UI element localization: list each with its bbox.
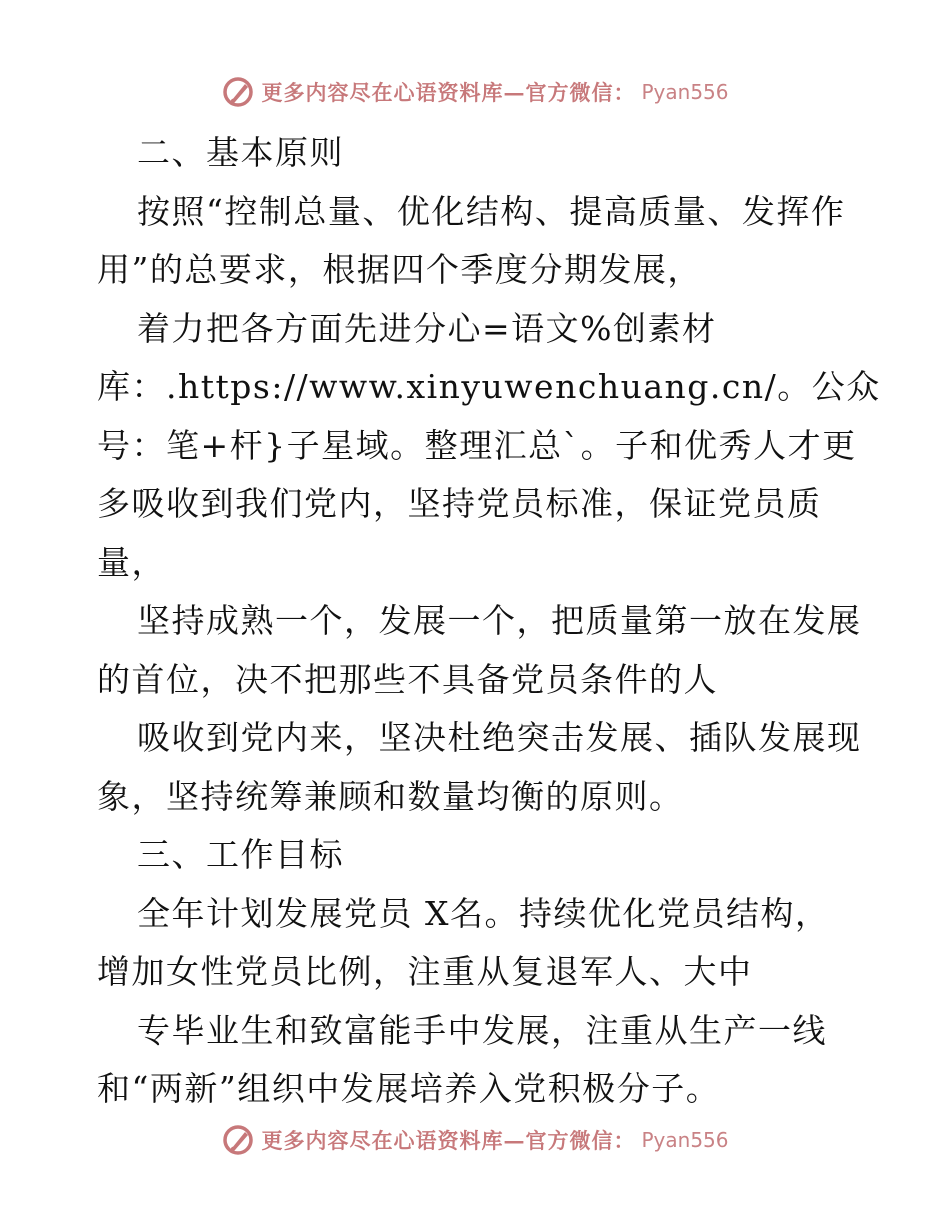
paragraph-line: 增加女性党员比例，注重从复退军人、大中 <box>97 952 753 991</box>
paragraph-line: 象，坚持统筹兼顾和数量均衡的原则。 <box>97 776 684 816</box>
paragraph-line: 用”的总要求，根据四个季度分期发展， <box>97 250 702 289</box>
paragraph-line: 着力把各方面先进分心=语文%创素材 <box>137 308 717 348</box>
pen-circle-logo-icon <box>221 75 255 109</box>
paragraph-line: 量， <box>97 542 166 582</box>
watermark-text: 更多内容尽在心语资料库—官方微信： <box>261 1128 636 1153</box>
watermark-contact: Pyan556 <box>641 80 729 104</box>
paragraph-line: 的首位，决不把那些不具备党员条件的人 <box>97 659 718 699</box>
document-body <box>97 124 881 1119</box>
paragraph-line: 多吸收到我们党内，坚持党员标准，保证党员质 <box>97 484 822 523</box>
footer-watermark <box>0 1120 950 1160</box>
paragraph-line: 号：笔+杆}子星域。整理汇总`。子和优秀人才更 <box>97 425 857 465</box>
paragraph-line: 专毕业生和致富能手中发展，注重从生产一线 <box>137 1010 827 1050</box>
watermark-text: 更多内容尽在心语资料库—官方微信： <box>261 80 636 105</box>
section-heading: 二、基本原则 <box>137 133 344 172</box>
section-heading: 三、工作目标 <box>137 835 344 874</box>
pen-circle-logo-icon <box>221 1123 255 1157</box>
paragraph-line: 吸收到党内来，坚决杜绝突击发展、插队发展现 <box>137 718 862 757</box>
paragraph-line: 全年计划发展党员 X名。持续优化党员结构， <box>137 893 830 933</box>
header-watermark <box>0 72 950 112</box>
paragraph-line: 和“两新”组织中发展培养入党积极分子。 <box>97 1069 721 1108</box>
paragraph-line: 库：.https://www.xinyuwenchuang.cn/。公众 <box>97 367 881 406</box>
watermark-contact: Pyan556 <box>641 1128 729 1152</box>
paragraph-line: 坚持成熟一个，发展一个，把质量第一放在发展 <box>137 601 862 640</box>
paragraph-line: 按照“控制总量、优化结构、提高质量、发挥作 <box>137 191 846 231</box>
